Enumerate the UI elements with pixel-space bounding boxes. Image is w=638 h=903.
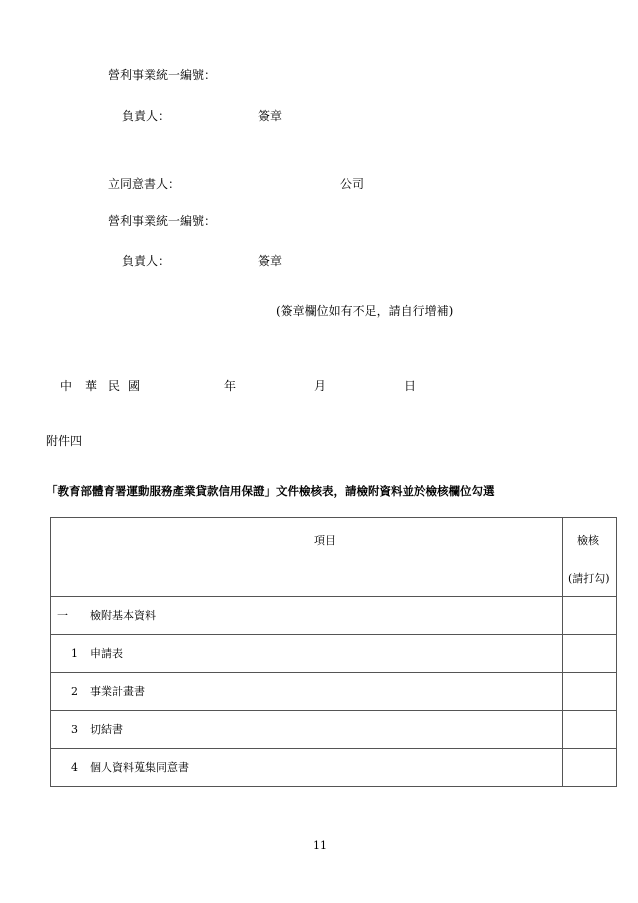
era-char-4: 國: [128, 379, 141, 393]
section-check-box[interactable]: [563, 597, 617, 635]
row-label: 切結書: [90, 723, 123, 736]
era-char-2: 華: [85, 379, 98, 393]
signature-note: (簽章欄位如有不足，請自行增補): [276, 304, 454, 318]
row-check-box[interactable]: [563, 673, 617, 711]
header-check-note: (請打勾): [568, 572, 610, 585]
table-row: [51, 635, 617, 673]
header-check-label: 檢核: [577, 534, 599, 547]
row-number: 3: [71, 723, 78, 736]
month-label: 月: [314, 379, 327, 393]
section-label: 檢附基本資料: [90, 609, 156, 622]
header-check-cell: [563, 518, 617, 597]
signer-label: 立同意書人：: [108, 177, 181, 191]
tax-id-label-2: 營利事業統一編號：: [108, 214, 217, 228]
header-item-cell: [51, 518, 563, 597]
attachment-title: 附件四: [46, 434, 83, 448]
owner-label-2: 負責人：: [122, 254, 171, 268]
row-check-box[interactable]: [563, 749, 617, 787]
era-char-1: 中: [60, 379, 73, 393]
row-label: 事業計畫書: [90, 685, 145, 698]
seal-label-2: 簽章: [258, 254, 283, 268]
checklist-title: 「教育部體育署運動服務產業貸款信用保證」文件檢核表，請檢附資料並於檢核欄位勾選: [46, 484, 495, 498]
seal-label-1: 簽章: [258, 109, 283, 123]
table-row: [51, 711, 617, 749]
day-label: 日: [404, 379, 417, 393]
tax-id-label-1: 營利事業統一編號：: [108, 68, 217, 82]
row-label: 個人資料蒐集同意書: [90, 761, 189, 774]
section-number: 一: [57, 609, 68, 622]
page-number: 11: [313, 839, 327, 852]
section-row: [51, 597, 617, 635]
row-number: 1: [71, 647, 78, 660]
header-item-label: 項目: [314, 534, 336, 547]
table-row: [51, 749, 617, 787]
owner-label-1: 負責人：: [122, 109, 171, 123]
section-cell: [51, 597, 563, 635]
row-check-box[interactable]: [563, 635, 617, 673]
row-check-box[interactable]: [563, 711, 617, 749]
company-label: 公司: [340, 177, 365, 191]
row-label: 申請表: [90, 647, 123, 660]
era-char-3: 民: [108, 379, 121, 393]
checklist-table: [50, 517, 617, 787]
year-label: 年: [224, 379, 237, 393]
table-row: [51, 673, 617, 711]
row-number: 2: [71, 685, 78, 698]
row-number: 4: [71, 761, 78, 774]
